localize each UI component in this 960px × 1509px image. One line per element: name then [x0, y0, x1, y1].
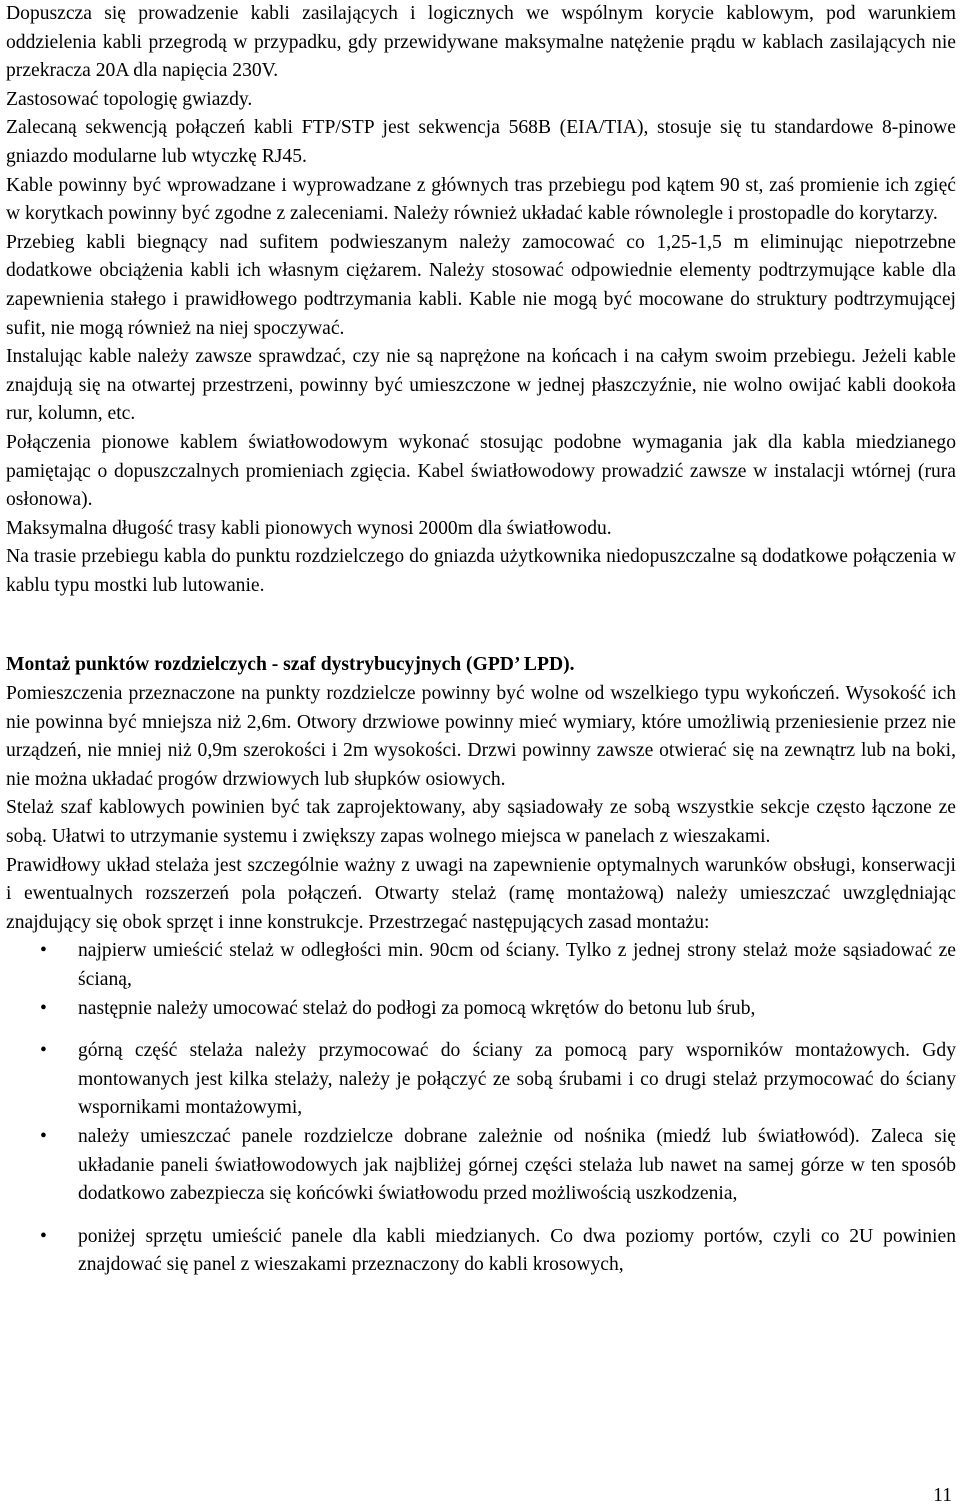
list-item-text: najpierw umieścić stelaż w odległości min. 90cm od ściany. Tylko z jednej strony stelaż może sąsiadować ze ścianą,: [78, 940, 956, 990]
paragraph-tension-check: Instalując kable należy zawsze sprawdzać, czy nie są naprężone na końcach i na całym swoim przebiegu. Jeżeli kable znajdują się na otwartej przestrzeni, powinny być umieszczone w jednej płaszczyźnie, nie wolno owijać kabli dookoła rur, kolumn, etc.: [6, 346, 956, 425]
section-spacer: [6, 600, 956, 649]
bullet-icon: •: [40, 1225, 47, 1247]
intro-paragraphs: [6, 0, 956, 600]
mounting-rules-list: [6, 937, 956, 1280]
paragraph-rack-design: Stelaż szaf kablowych powinien być tak zaprojektowany, aby sąsiadowały ze sobą wszystkie sekcje często łączone ze sobą. Ułatwi to utrzymanie systemu i zwiększy zapas wolnego miejsca w panelach z wieszakami.: [6, 797, 956, 848]
paragraph-no-splices: Na trasie przebiegu kabla do punktu rozdzielczego do gniazda użytkownika niedopuszczalne są dodatkowe połączenia w kablu typu mostki lub lutowanie.: [6, 546, 956, 596]
list-item-text: poniżej sprzętu umieścić panele dla kabli miedzianych. Co dwa poziomy portów, czyli co 2U powinien znajdować się panel z wieszakami przeznaczony do kabli krosowych,: [78, 1225, 956, 1276]
bullet-icon: •: [40, 1125, 47, 1147]
bullet-icon: •: [40, 940, 47, 962]
bullet-icon: •: [40, 997, 47, 1019]
list-item-text: należy umieszczać panele rozdzielcze dobrane zależnie od nośnika (miedź lub światłowód). Zaleca się układanie paneli światłowodowych jak najbliżej górnej części stelaża lub nawet na samej górze w ten sposób dodatkowo zabezpiecza się końcówki światłowodu przed możliwością uszkodzenia,: [78, 1125, 956, 1205]
paragraph-cable-trays: Dopuszcza się prowadzenie kabli zasilających i logicznych we wspólnym korycie kablowym, pod warunkiem oddzielenia kabli przegrodą w przypadku, gdy przewidywane maksymalne natężenie prądu w kablach zasilających nie przekracza 20A dla napięcia 230V.: [6, 3, 956, 82]
paragraph-ceiling-mounting: Przebieg kabli biegnący nad sufitem podwieszanym należy zamocować co 1,25-1,5 m eliminując niepotrzebne dodatkowe obciążenia kabli ich własnym ciężarem. Należy stosować odpowiednie elementy podtrzymujące kable dla zapewnienia stałego i prawidłowego podtrzymania kabli. Kable nie mogą być mocowane do struktury podtrzymującej sufit, nie mogą również na niej spoczywać.: [6, 231, 956, 339]
list-item: [6, 1037, 956, 1123]
paragraph-max-length: Maksymalna długość trasy kabli pionowych wynosi 2000m dla światłowodu.: [6, 517, 612, 539]
distribution-section: [6, 649, 956, 1279]
list-item: [6, 1223, 956, 1280]
list-item: [6, 1123, 956, 1209]
paragraph-topology: Zastosować topologię gwiazdy.: [6, 88, 253, 110]
list-item: [6, 937, 956, 994]
paragraph-rooms: Pomieszczenia przeznaczone na punkty rozdzielcze powinny być wolne od wszelkiego typu wykończeń. Wysokość ich nie powinna być mniejsza niż 2,6m. Otwory drzwiowe powinny mieć wymiary, które umożliwią przeniesienie przez nie urządzeń, nie mniej niż 0,9m szerokości i 2m wysokości. Drzwi powinny zawsze otwierać się na zewnątrz lub na boki, nie można układać progów drzwiowych lub słupków osiowych.: [6, 683, 956, 790]
bullet-icon: •: [40, 1040, 47, 1062]
list-item: [6, 995, 956, 1024]
document-page: [6, 0, 956, 1280]
list-item-text: górną część stelaża należy przymocować do ściany za pomocą pary wsporników montażowych. Gdy montowanych jest kilka stelaży, należy je połączyć ze sobą śrubami i co drugi stelaż przymocować do ściany wspornikami montażowymi,: [78, 1040, 956, 1119]
paragraph-wiring-sequence: Zalecaną sekwencją połączeń kabli FTP/STP jest sekwencja 568B (EIA/TIA), stosuje się tu standardowe 8-pinowe gniazdo modularne lub wtyczkę RJ45.: [6, 117, 956, 167]
section-heading: Montaż punktów rozdzielczych - szaf dystrybucyjnych (GPD’ LPD).: [6, 654, 575, 676]
list-item-text: następnie należy umocować stelaż do podłogi za pomocą wkrętów do betonu lub śrub,: [78, 997, 756, 1019]
paragraph-fiber-vertical: Połączenia pionowe kablem światłowodowym wykonać stosując podobne wymagania jak dla kabla miedzianego pamiętając o dopuszczalnych promieniach zgięcia. Kabel światłowodowy prowadzić zawsze w instalacji wtórnej (rura osłonowa).: [6, 431, 956, 511]
page-number: 11: [933, 1485, 952, 1506]
paragraph-cable-routing: Kable powinny być wprowadzane i wyprowadzane z głównych tras przebiegu pod kątem 90 st, zaś promienie ich zgięć w korytkach powinny być zgodne z zaleceniami. Należy również układać kable równolegle i prostopadle do korytarzy.: [6, 174, 956, 225]
paragraph-rack-layout: Prawidłowy układ stelaża jest szczególnie ważny z uwagi na zapewnienie optymalnych warunków obsługi, konserwacji i ewentualnych rozszerzeń pola połączeń. Otwarty stelaż (ramę montażową) należy umieszczać uwzględniając znajdujący się obok sprzęt i inne konstrukcje. Przestrzegać następujących zasad montażu:: [6, 854, 956, 933]
